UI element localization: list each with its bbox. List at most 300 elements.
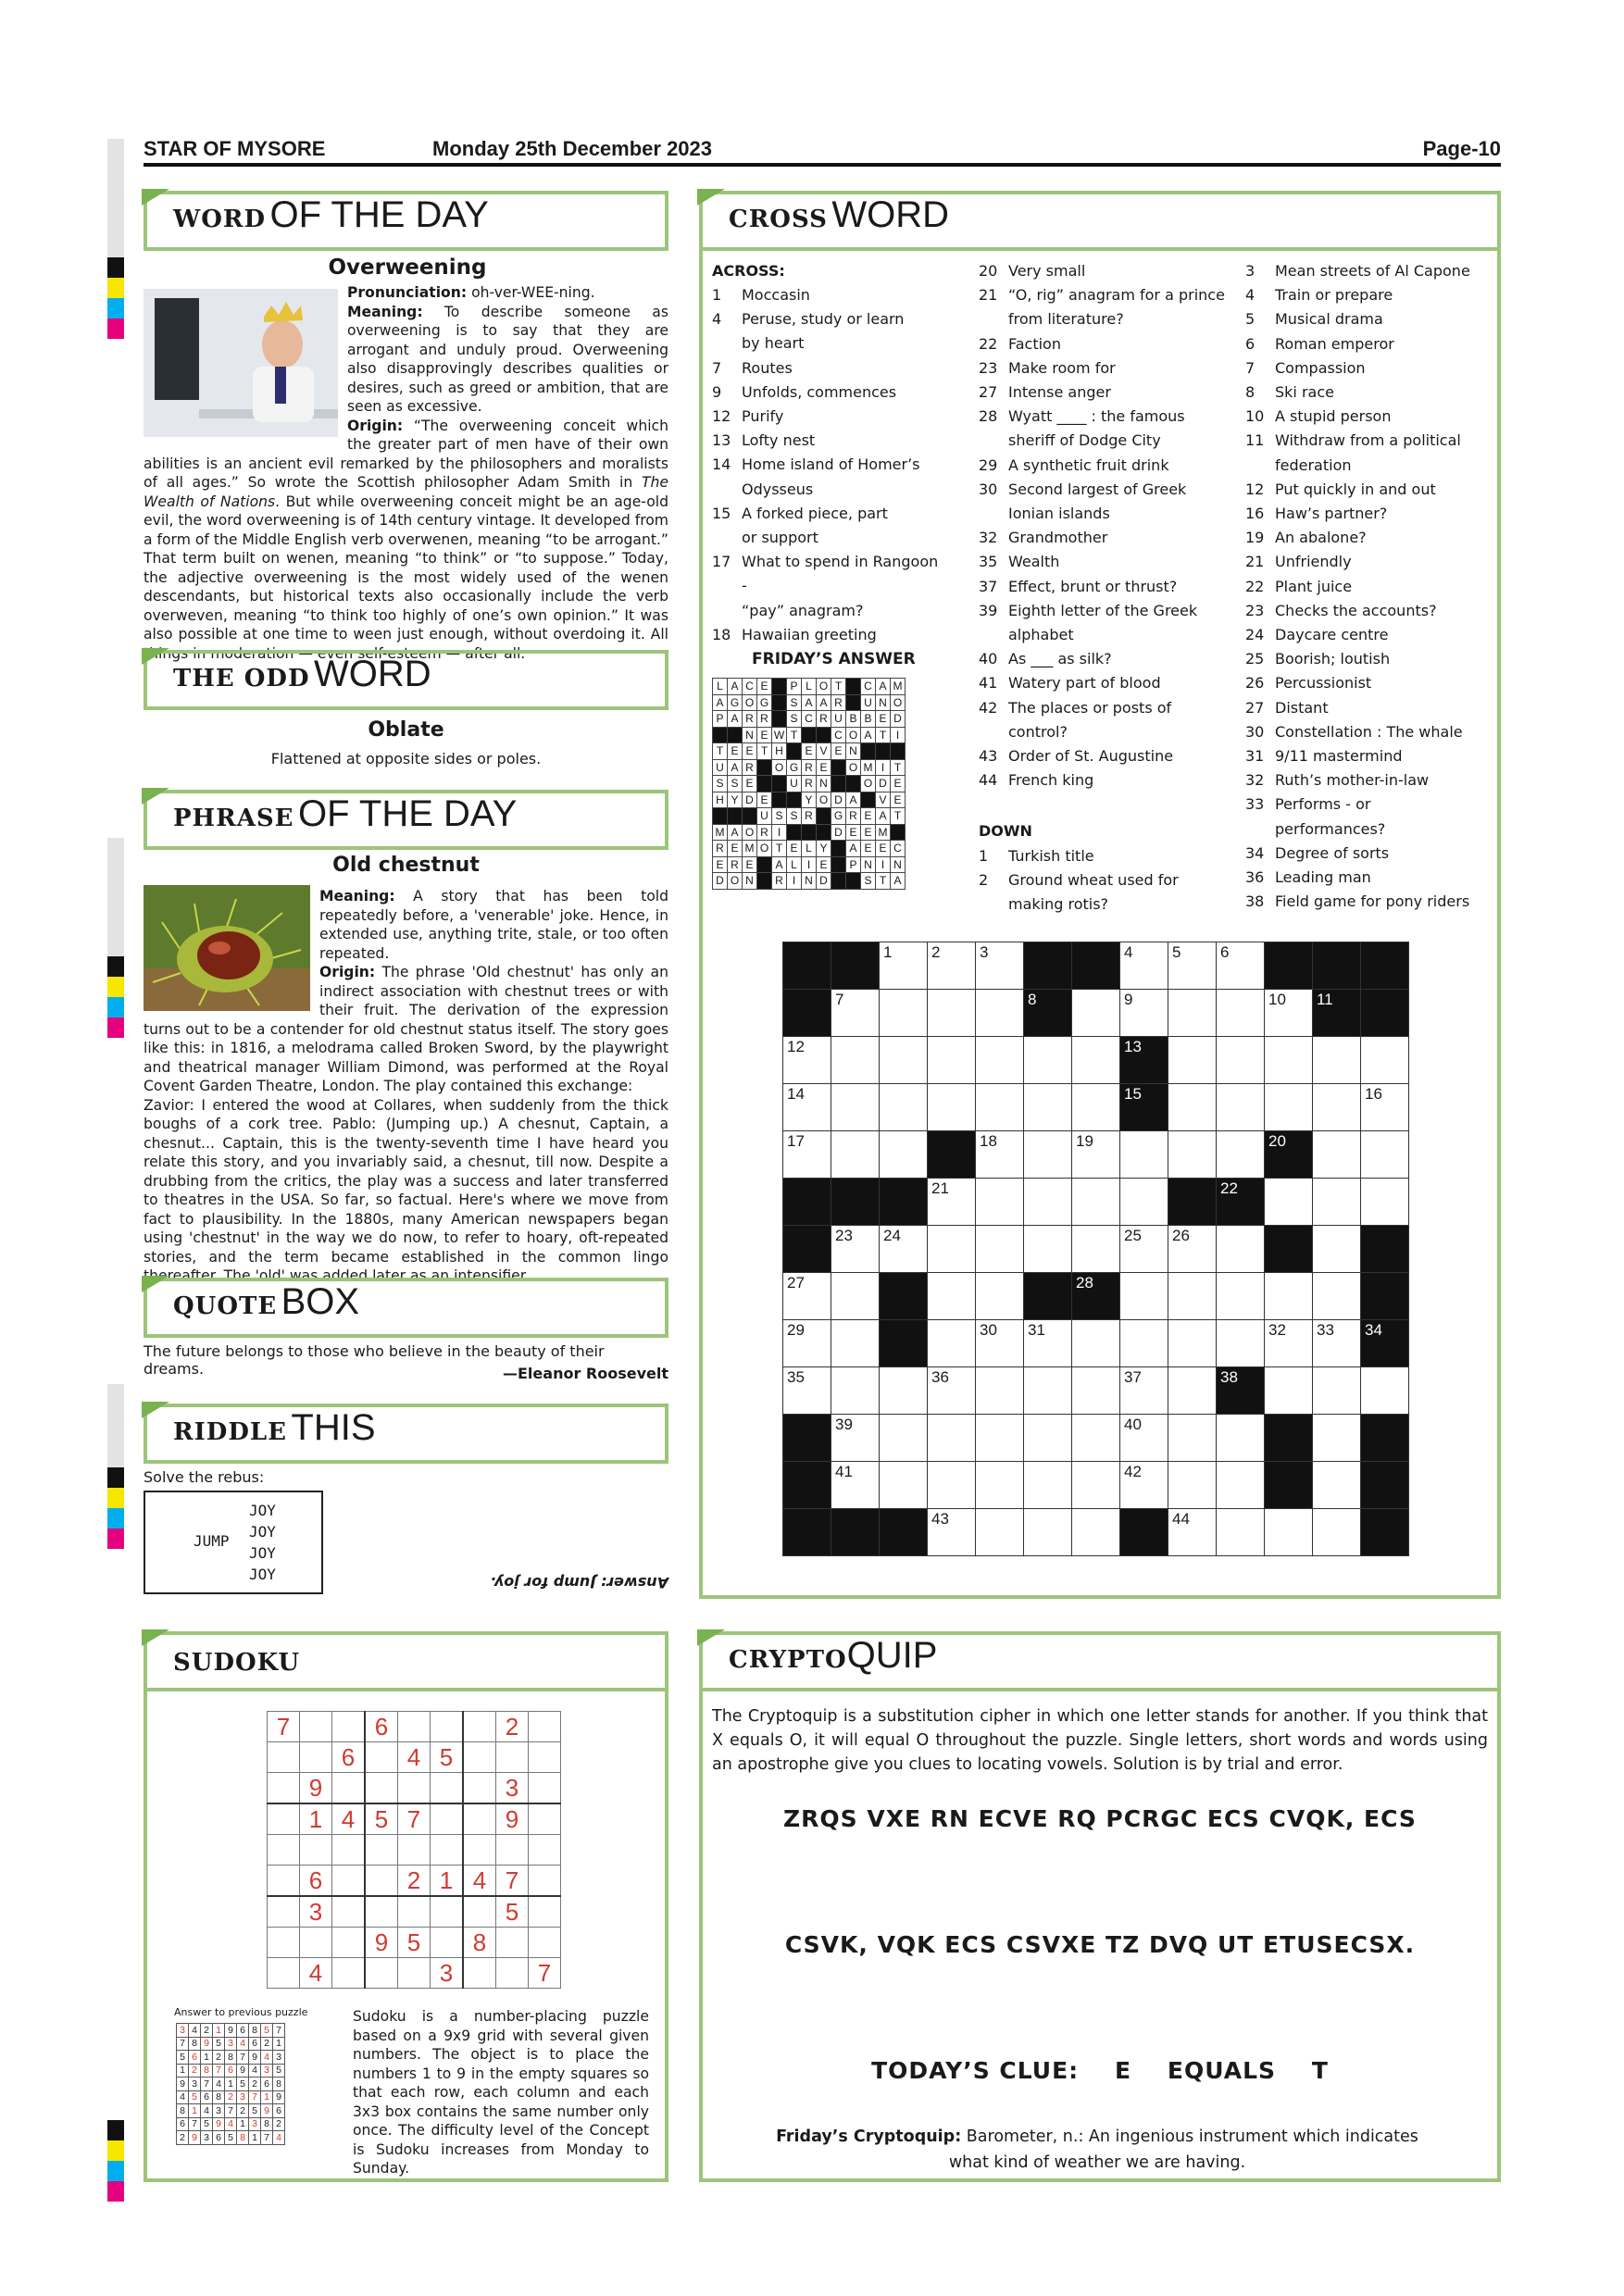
cell-number: 13 [1124, 1038, 1142, 1055]
crossword-cell[interactable] [1168, 1131, 1217, 1179]
sudoku-cell[interactable] [398, 1712, 431, 1742]
crossword-cell[interactable] [1120, 1131, 1168, 1179]
sudoku-cell[interactable] [332, 1835, 366, 1866]
crossword-cell[interactable] [1313, 1462, 1361, 1509]
clue-number: 34 [1245, 843, 1265, 862]
answer-cell: E [757, 792, 772, 808]
cell-number: 34 [1365, 1321, 1382, 1339]
down-label: DOWN [979, 822, 1032, 840]
answer-cell: E [876, 711, 891, 728]
crossword-cell[interactable] [976, 1415, 1024, 1462]
previous-sudoku-cell: 7 [237, 2051, 249, 2065]
sudoku-cell[interactable] [431, 1773, 464, 1804]
clue-number: 30 [1245, 722, 1265, 741]
answer-block [713, 808, 728, 825]
crossword-cell[interactable] [1361, 1131, 1409, 1179]
crossword-cell[interactable] [1072, 1179, 1120, 1226]
crossword-cell[interactable] [976, 990, 1024, 1037]
word-of-day-body [144, 283, 668, 663]
answer-block [757, 759, 772, 776]
crossword-cell[interactable] [1217, 1462, 1265, 1509]
answer-cell: U [861, 694, 876, 711]
sudoku-cell: 4 [300, 1958, 332, 1989]
crossword-cell[interactable] [1024, 1320, 1072, 1367]
odd-word: Oblate [368, 718, 444, 742]
crossword-cell[interactable] [976, 1037, 1024, 1084]
sudoku-grid[interactable] [267, 1711, 561, 1989]
sudoku-cell[interactable] [463, 1835, 496, 1866]
clue-number: 4 [1245, 286, 1255, 305]
answer-cell: R [757, 711, 772, 728]
sudoku-cell[interactable] [332, 1896, 366, 1928]
crossword-cell[interactable] [976, 942, 1024, 990]
answer-cell: T [891, 759, 906, 776]
sudoku-cell: 3 [496, 1773, 529, 1804]
answer-cell: I [787, 873, 802, 890]
todays-clue: TODAY’S CLUE: E EQUALS T [871, 2057, 1329, 2084]
crossword-cell[interactable] [1120, 1367, 1168, 1415]
crossword-cell[interactable] [1072, 1037, 1120, 1084]
banner-bold: PHRASE [173, 805, 294, 832]
crossword-cell[interactable] [1217, 990, 1265, 1037]
sudoku-cell[interactable] [300, 1928, 332, 1958]
meaning-label: Meaning: [319, 888, 395, 905]
crossword-cell[interactable] [880, 1367, 928, 1415]
cell-number: 41 [835, 1463, 853, 1480]
sudoku-cell[interactable] [332, 1928, 366, 1958]
crossword-block [783, 1179, 831, 1226]
crossword-cell[interactable] [1265, 1179, 1313, 1226]
crossword-cell[interactable] [976, 1509, 1024, 1556]
clue-text: Ground wheat used for [1008, 871, 1179, 890]
crossword-cell[interactable] [976, 1131, 1024, 1179]
crossword-cell[interactable] [1072, 1320, 1120, 1367]
sudoku-cell[interactable] [463, 1958, 496, 1989]
crossword-cell[interactable] [831, 1131, 880, 1179]
crossword-block [783, 1226, 831, 1273]
sudoku-cell[interactable] [268, 1958, 300, 1989]
answer-cell: A [876, 679, 891, 695]
crossword-cell[interactable] [976, 1084, 1024, 1131]
sudoku-cell[interactable] [463, 1896, 496, 1928]
crossword-cell[interactable] [1313, 1131, 1361, 1179]
sudoku-cell[interactable] [268, 1866, 300, 1897]
crossword-cell[interactable] [1072, 1462, 1120, 1509]
crossword-cell[interactable] [1120, 1226, 1168, 1273]
crossword-cell[interactable] [976, 1367, 1024, 1415]
crossword-cell[interactable] [831, 1415, 880, 1462]
crossword-cell[interactable] [880, 942, 928, 990]
crossword-cell[interactable] [1072, 1226, 1120, 1273]
sudoku-cell[interactable] [529, 1835, 561, 1866]
crossword-cell[interactable] [1313, 1037, 1361, 1084]
crossword-cell[interactable] [1168, 1367, 1217, 1415]
crossword-cell[interactable] [1265, 1320, 1313, 1367]
cell-number: 44 [1172, 1510, 1190, 1528]
crossword-cell[interactable] [831, 1462, 880, 1509]
sudoku-cell[interactable] [332, 1712, 366, 1742]
clue-number: 8 [1245, 383, 1255, 402]
answer-cell: E [876, 841, 891, 857]
sudoku-cell[interactable] [268, 1773, 300, 1804]
crossword-cell[interactable] [1217, 1415, 1265, 1462]
answer-cell: N [743, 873, 757, 890]
crossword-cell[interactable] [1217, 1084, 1265, 1131]
answer-block [802, 824, 817, 841]
phrase-of-day-banner [144, 790, 668, 850]
crossword-cell[interactable] [1120, 942, 1168, 990]
answer-cell: E [713, 856, 728, 873]
previous-sudoku-cell: 7 [261, 2131, 273, 2145]
crossword-cell[interactable] [783, 1320, 831, 1367]
banner-rest: BOX [281, 1281, 360, 1322]
crossword-cell[interactable] [1168, 1037, 1217, 1084]
clue-line [1245, 768, 1500, 792]
crossword-cell[interactable] [783, 1084, 831, 1131]
crossword-cell[interactable] [976, 1179, 1024, 1226]
crossword-block [831, 942, 880, 990]
crossword-cell[interactable] [1168, 1415, 1217, 1462]
crossword-cell[interactable] [1265, 990, 1313, 1037]
crossword-cell[interactable] [1072, 990, 1120, 1037]
crossword-cell[interactable] [1313, 1226, 1361, 1273]
crossword-cell[interactable] [1361, 1179, 1409, 1226]
previous-sudoku-cell: 7 [249, 2090, 261, 2104]
cell-number: 7 [835, 991, 844, 1008]
corner-tab [142, 648, 169, 665]
previous-sudoku-cell: 6 [213, 2131, 225, 2145]
clue-line [712, 453, 948, 477]
sudoku-cell[interactable] [463, 1803, 496, 1835]
crossword-cell[interactable] [1168, 1509, 1217, 1556]
crossword-cell[interactable] [783, 1273, 831, 1320]
answer-cell: H [713, 792, 728, 808]
cell-number: 10 [1268, 991, 1286, 1008]
crossword-cell[interactable] [1217, 942, 1265, 990]
crossword-cell[interactable] [1168, 1462, 1217, 1509]
crossword-cell[interactable] [928, 990, 976, 1037]
answer-cell: R [743, 711, 757, 728]
previous-sudoku-cell: 4 [237, 2037, 249, 2051]
crossword-cell[interactable] [928, 1415, 976, 1462]
crossword-cell[interactable] [928, 1084, 976, 1131]
sudoku-cell[interactable] [332, 1958, 366, 1989]
crossword-cell[interactable] [880, 1415, 928, 1462]
answer-cell: A [861, 727, 876, 743]
crossword-cell[interactable] [1361, 1367, 1409, 1415]
sudoku-cell[interactable] [300, 1742, 332, 1773]
sudoku-cell[interactable] [431, 1803, 464, 1835]
sudoku-description: Sudoku is a number-placing puzzle based on a 9x9 grid with several given numbers. The object is to place the numbers 1 to 9 in the empty squares so that each row, each column and each 3x3 box contains the same number only once. The difficulty level of the Concept is Sudoku increases from Monday to Sunday. [353, 2008, 649, 2177]
clue-number: 33 [1245, 795, 1265, 814]
answer-block [861, 743, 876, 760]
phrase-body [144, 887, 668, 1286]
crossword-cell[interactable] [1024, 1131, 1072, 1179]
previous-sudoku-cell: 1 [237, 2117, 249, 2131]
crossword-cell[interactable] [1120, 1462, 1168, 1509]
crossword-cell[interactable] [976, 1320, 1024, 1367]
crossword-grid[interactable] [782, 942, 1409, 1556]
crossword-cell[interactable] [928, 1179, 976, 1226]
answer-cell: E [728, 743, 743, 760]
crossword-cell[interactable] [1265, 1273, 1313, 1320]
crossword-cell[interactable] [1265, 1084, 1313, 1131]
crossword-cell[interactable] [1217, 1037, 1265, 1084]
sudoku-cell[interactable] [365, 1742, 398, 1773]
clue-text: Performs - or [1275, 795, 1371, 814]
crossword-cell[interactable] [1361, 1037, 1409, 1084]
crossword-cell[interactable] [1024, 1037, 1072, 1084]
sudoku-cell[interactable] [463, 1742, 496, 1773]
clue-number: 12 [712, 407, 731, 426]
crossword-cell[interactable] [1217, 1131, 1265, 1179]
clue-line [1245, 526, 1500, 550]
crossword-cell[interactable] [831, 1037, 880, 1084]
clue-text: Roman emperor [1275, 334, 1394, 353]
cell-number: 33 [1317, 1321, 1334, 1339]
crossword-cell[interactable] [1313, 1415, 1361, 1462]
sudoku-cell[interactable] [268, 1835, 300, 1866]
clue-line [979, 844, 1229, 868]
cryptoquip-line-2: CSVK, VQK ECS CSVXE TZ DVQ UT ETUSECSX. [784, 1931, 1416, 1958]
clue-text: Constellation : The whale [1275, 722, 1463, 741]
answer-cell: G [787, 759, 802, 776]
clue-line [979, 550, 1229, 574]
sudoku-cell[interactable] [529, 1866, 561, 1897]
sudoku-cell[interactable] [496, 1742, 529, 1773]
crossword-cell[interactable] [1024, 1226, 1072, 1273]
crossword-cell[interactable] [928, 1320, 976, 1367]
sudoku-cell[interactable] [332, 1866, 366, 1897]
sudoku-cell[interactable] [268, 1928, 300, 1958]
crossword-cell[interactable] [1024, 1179, 1072, 1226]
crossword-cell[interactable] [1168, 1320, 1217, 1367]
crossword-cell[interactable] [928, 1367, 976, 1415]
sudoku-cell[interactable] [496, 1835, 529, 1866]
sudoku-cell[interactable] [529, 1773, 561, 1804]
crossword-cell[interactable] [880, 1462, 928, 1509]
sudoku-cell[interactable] [496, 1958, 529, 1989]
crossword-cell[interactable] [928, 1037, 976, 1084]
previous-sudoku-cell: 4 [189, 2024, 201, 2038]
crossword-cell[interactable] [1072, 1367, 1120, 1415]
answer-cell: A [772, 856, 787, 873]
sudoku-cell: 7 [496, 1866, 529, 1897]
crossword-cell[interactable] [928, 1273, 976, 1320]
crossword-cell[interactable] [1217, 1509, 1265, 1556]
crossword-cell[interactable] [880, 1131, 928, 1179]
crossword-cell[interactable] [1168, 1226, 1217, 1273]
sudoku-cell[interactable] [365, 1958, 398, 1989]
crossword-cell[interactable] [1120, 1273, 1168, 1320]
sudoku-cell[interactable] [365, 1866, 398, 1897]
sudoku-cell[interactable] [529, 1928, 561, 1958]
sudoku-cell[interactable] [529, 1742, 561, 1773]
crossword-cell[interactable] [880, 990, 928, 1037]
crossword-cell[interactable] [1024, 1509, 1072, 1556]
crossword-cell[interactable] [1168, 942, 1217, 990]
crossword-cell[interactable] [928, 1509, 976, 1556]
crossword-cell[interactable] [1072, 1084, 1120, 1131]
crossword-cell[interactable] [1168, 990, 1217, 1037]
sudoku-cell: 2 [496, 1712, 529, 1742]
clue-number: 44 [979, 771, 998, 790]
clue-line [1245, 259, 1500, 283]
sudoku-cell[interactable] [268, 1896, 300, 1928]
crossword-cell[interactable] [1168, 1273, 1217, 1320]
crossword-cell[interactable] [1120, 1179, 1168, 1226]
banner-bold: THE ODD [173, 665, 310, 693]
crossword-cell[interactable] [1313, 1084, 1361, 1131]
crossword-cell[interactable] [880, 1084, 928, 1131]
answer-block [817, 727, 831, 743]
sudoku-cell[interactable] [529, 1803, 561, 1835]
sudoku-cell[interactable] [529, 1712, 561, 1742]
crossword-cell[interactable] [1217, 1273, 1265, 1320]
crossword-cell[interactable] [1024, 1415, 1072, 1462]
crossword-cell[interactable] [1265, 1367, 1313, 1415]
answer-cell: A [728, 759, 743, 776]
clue-number: 7 [1245, 358, 1255, 377]
clue-text: Home island of Homer’s [742, 455, 920, 474]
phrase-headword: Old chestnut [332, 854, 480, 877]
answer-block [817, 824, 831, 841]
crossword-cell[interactable] [1265, 1509, 1313, 1556]
answer-block [728, 727, 743, 743]
crossword-cell[interactable] [1120, 990, 1168, 1037]
crossword-block [1265, 1226, 1313, 1273]
crossword-cell[interactable] [1072, 1131, 1120, 1179]
cell-number: 42 [1124, 1463, 1142, 1480]
sudoku-cell[interactable] [431, 1712, 464, 1742]
previous-sudoku-cell: 7 [177, 2037, 189, 2051]
crossword-cell[interactable] [1072, 1509, 1120, 1556]
sudoku-cell[interactable] [398, 1958, 431, 1989]
sudoku-cell[interactable] [268, 1742, 300, 1773]
crossword-cell[interactable] [1313, 1509, 1361, 1556]
clue-line [1245, 671, 1500, 695]
answer-cell: M [713, 824, 728, 841]
sudoku-cell[interactable] [398, 1896, 431, 1928]
crossword-cell[interactable] [831, 1320, 880, 1367]
crossword-cell[interactable] [1361, 1084, 1409, 1131]
sudoku-cell: 9 [300, 1773, 332, 1804]
crossword-cell[interactable] [1024, 1367, 1072, 1415]
crossword-cell[interactable] [1024, 1462, 1072, 1509]
sudoku-cell[interactable] [398, 1835, 431, 1866]
sudoku-cell[interactable] [300, 1712, 332, 1742]
clue-text: A stupid person [1275, 407, 1392, 426]
sudoku-cell[interactable] [431, 1835, 464, 1866]
previous-sudoku-cell: 3 [249, 2117, 261, 2131]
crossword-cell[interactable] [1217, 1320, 1265, 1367]
answer-cell: H [772, 743, 787, 760]
sudoku-cell[interactable] [431, 1896, 464, 1928]
crossword-cell[interactable] [1168, 1084, 1217, 1131]
answer-block [802, 727, 817, 743]
sudoku-cell[interactable] [268, 1803, 300, 1835]
corner-tab [142, 788, 169, 805]
clue-number: 22 [1245, 577, 1265, 595]
crossword-cell[interactable] [1024, 1084, 1072, 1131]
crossword-cell[interactable] [831, 1367, 880, 1415]
cell-number: 36 [931, 1368, 949, 1386]
sudoku-cell[interactable] [496, 1928, 529, 1958]
sudoku-cell[interactable] [365, 1835, 398, 1866]
sudoku-cell[interactable] [529, 1896, 561, 1928]
crossword-cell[interactable] [1120, 1415, 1168, 1462]
crossword-cell[interactable] [1217, 1226, 1265, 1273]
clue-number: 41 [979, 674, 998, 693]
answer-cell: T [757, 743, 772, 760]
previous-sudoku-grid [176, 2023, 285, 2145]
crossword-cell[interactable] [831, 1226, 880, 1273]
crossword-cell[interactable] [1265, 1037, 1313, 1084]
crossword-cell[interactable] [831, 1084, 880, 1131]
crossword-cell[interactable] [831, 990, 880, 1037]
sudoku-cell: 6 [332, 1742, 366, 1773]
sudoku-cell[interactable] [365, 1896, 398, 1928]
sudoku-cell[interactable] [398, 1773, 431, 1804]
answer-cell: R [846, 808, 861, 825]
answer-block [772, 711, 787, 728]
crossword-cell[interactable] [976, 1226, 1024, 1273]
answer-cell: S [787, 694, 802, 711]
answer-cell: S [728, 776, 743, 792]
crossword-cell[interactable] [783, 1131, 831, 1179]
crossword-cell[interactable] [1313, 1320, 1361, 1367]
crossword-cell[interactable] [1072, 1415, 1120, 1462]
crossword-cell[interactable] [1120, 1320, 1168, 1367]
answer-block [876, 743, 891, 760]
crossword-cell[interactable] [928, 1226, 976, 1273]
sudoku-cell[interactable] [365, 1773, 398, 1804]
answer-block [831, 873, 846, 890]
crossword-cell[interactable] [1313, 1367, 1361, 1415]
crossword-cell[interactable] [783, 1367, 831, 1415]
odd-word-definition: Flattened at opposite sides or poles. [270, 750, 542, 767]
crossword-block [1072, 942, 1120, 990]
clue-text: Unfriendly [1275, 553, 1352, 571]
registration-strip-lower [107, 1384, 124, 1549]
crossword-cell[interactable] [880, 1037, 928, 1084]
sudoku-cell[interactable] [463, 1712, 496, 1742]
crossword-cell[interactable] [928, 942, 976, 990]
clue-number: 21 [1245, 553, 1265, 571]
clue-text: An abalone? [1275, 529, 1367, 547]
clue-number: 14 [712, 455, 731, 474]
clue-text: federation [1275, 455, 1352, 474]
cell-number: 27 [787, 1274, 805, 1292]
sudoku-cell[interactable] [332, 1773, 366, 1804]
crossword-cell[interactable] [976, 1273, 1024, 1320]
crossword-cell[interactable] [783, 1037, 831, 1084]
crossword-cell[interactable] [1313, 1179, 1361, 1226]
crossword-cell[interactable] [880, 1226, 928, 1273]
clue-number: 38 [1245, 892, 1265, 911]
sudoku-cell[interactable] [463, 1773, 496, 1804]
crossword-cell[interactable] [831, 1273, 880, 1320]
answer-cell: T [713, 743, 728, 760]
crossword-cell[interactable] [1313, 1273, 1361, 1320]
sudoku-cell[interactable] [431, 1928, 464, 1958]
clue-number: 17 [712, 553, 731, 571]
answer-cell: U [831, 711, 846, 728]
crossword-cell[interactable] [928, 1462, 976, 1509]
crossword-cell[interactable] [976, 1462, 1024, 1509]
clue-number: 27 [979, 383, 998, 402]
sudoku-cell[interactable] [300, 1835, 332, 1866]
